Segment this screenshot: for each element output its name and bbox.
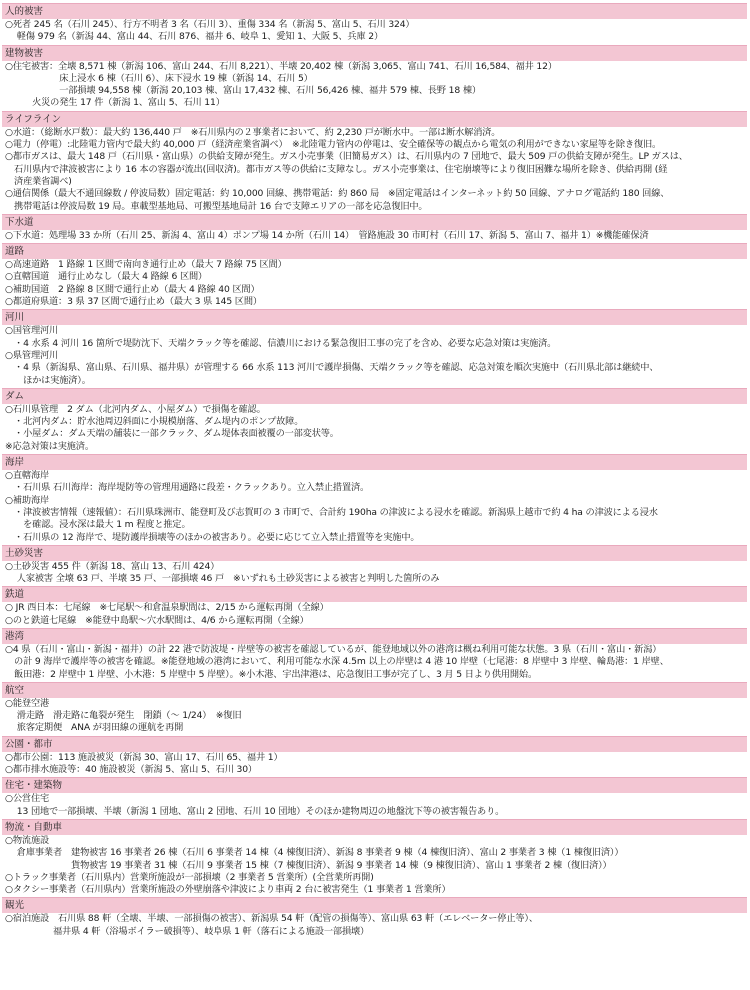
section-header: 鉄道	[2, 586, 747, 602]
damage-report	[2, 3, 747, 939]
report-line: ※応急対策は実施済。	[5, 440, 94, 452]
section-header: 道路	[2, 243, 747, 259]
report-line: ○宿泊施設 石川県 88 軒（全壊、半壊、一部損傷の被害）、新潟県 54 軒（配管の損傷等）、富山県 63 軒（エレベーター停止等）、	[5, 913, 538, 925]
report-line: ○高速道路 1 路線 1 区間で南向き通行止め（最大 7 路線 75 区間）	[5, 259, 287, 271]
report-line: ・4 県（新潟県、富山県、石川県、福井県）が管理する 66 水系 113 河川で護岸損傷、天端クラック等を確認、応急対策を順次実施中（石川県北部は継続中、	[5, 362, 659, 374]
section-header: 土砂災害	[2, 545, 747, 561]
report-line: 貨物被害 19 事業者 31 棟（石川 9 事業者 15 棟（7 棟復旧済）、新潟 9 事業者 14 棟（9 棟復旧済）、富山 1 事業者 2 棟（復旧済））	[5, 859, 612, 871]
report-line: ほかは実施済）。	[5, 374, 91, 386]
section-header: 観光	[2, 897, 747, 913]
section	[2, 819, 747, 896]
report-line: ○物流施設	[5, 834, 50, 846]
section-header: 建物被害	[2, 45, 747, 61]
section	[2, 3, 747, 44]
report-line: ・4 水系 4 河川 16 箇所で堤防沈下、天端クラック等を確認、信濃川における緊急復旧工事の完了を含め、必要な応急対策は実施済。	[5, 337, 557, 349]
report-line: ・北河内ダム：貯水池周辺斜面に小規模崩落、ダム堤内のポンプ故障。	[5, 416, 304, 428]
report-line: ○タクシー事業者（石川県内）営業所施設の外壁崩落や津波により車両 2 台に被害発生（1 事業者 1 営業所）	[5, 884, 451, 896]
section	[2, 586, 747, 627]
report-line: 携帯電話は停波局数 19 局。車載型基地局、可搬型基地局計 16 台で支障エリアの一部を応急復旧中。	[5, 200, 428, 212]
section	[2, 309, 747, 386]
section	[2, 736, 747, 777]
report-line: ○死者 245 名（石川 245）、行方不明者 3 名（石川 3）、重傷 334 名（新潟 5、富山 5、石川 324）	[5, 19, 415, 30]
report-line: ○石川県管理 2 ダム（北河内ダム、小屋ダム）で損傷を確認。	[5, 403, 266, 415]
report-line: 旅客定期便 ANA が羽田線の運航を再開	[5, 722, 184, 734]
report-line: ・石川県の 12 海岸で、堤防護岸損壊等のほかの被害あり。必要に応じて立入禁止措置等を実施中。	[5, 531, 420, 543]
report-line: 13 団地で一部損壊、半壊（新潟 1 団地、富山 2 団地、石川 10 団地）そのほか建物周辺の地盤沈下等の被害報告あり。	[5, 805, 505, 817]
report-line: ○直轄国道 通行止めなし（最大 4 路線 6 区間）	[5, 271, 208, 283]
report-line: ○ JR 西日本：七尾線 ※七尾駅～和倉温泉駅間は、2/15 から運転再開（全線）	[5, 602, 329, 614]
report-line: の計 9 海岸で護岸等の被害を確認。※能登地域の港湾において、利用可能な水深 4.5m 以上の岸壁は 4 港 10 岸壁（七尾港：8 岸壁中 3 岸壁、輪島港：1 岸壁、	[5, 656, 669, 668]
section	[2, 777, 747, 818]
section	[2, 682, 747, 735]
report-line: 飯田港：2 岸壁中 1 岸壁、小木港：5 岸壁中 5 岸壁）。※小木港、宇出津港は、応急復旧工事が完了し、3 月 5 日より供用開始。	[5, 668, 538, 680]
section	[2, 628, 747, 681]
section-header: 公園・都市	[2, 736, 747, 752]
section	[2, 454, 747, 544]
section-header: 港湾	[2, 628, 747, 644]
report-line: 倉庫事業者 建物被害 16 事業者 26 棟（石川 6 事業者 14 棟（4 棟復旧済）、新潟 8 事業者 9 棟（4 棟復旧済）、富山 2 事業者 3 棟（1 棟復旧済））	[5, 847, 624, 859]
report-line: ○電力（停電）:北陸電力管内で最大約 40,000 戸（経済産業省調べ） ※北陸電力管内の停電は、安全確保等の観点から電気の利用ができない家屋等を除き復旧。	[5, 139, 662, 151]
report-line: ○4 県（石川・富山・新潟・福井）の計 22 港で防波堤・岸壁等の被害を確認しているが、能登地域以外の港湾は概ね利用可能な状態。3 県（石川・富山・新潟）	[5, 643, 662, 655]
section-header: ダム	[2, 388, 747, 404]
report-line: 火災の発生 17 件（新潟 1、富山 5、石川 11）	[5, 97, 225, 109]
report-line: ○土砂災害 455 件（新潟 18、富山 13、石川 424）	[5, 560, 220, 572]
report-line: ・津波被害情報（速報値）：石川県珠洲市、能登町及び志賀町の 3 市町で、合計約 190ha の津波による浸水を確認。新潟県上越市で約 4 ha の津波による浸水	[5, 506, 658, 518]
report-line: ・小屋ダム：ダム天端の舗装に一部クラック、ダム堤体表面被覆の一部変状等。	[5, 428, 339, 440]
report-line: を確認。浸水深は最大 1 m 程度と推定。	[5, 519, 191, 531]
report-line: ○直轄海岸	[5, 470, 50, 482]
section	[2, 545, 747, 586]
report-line: ○能登空港	[5, 697, 50, 709]
section-header: 航空	[2, 682, 747, 698]
section-header: 河川	[2, 309, 747, 325]
report-line: ○都道府県道：3 県 37 区間で通行止め（最大 3 県 145 区間）	[5, 296, 262, 308]
report-line: ○のと鉄道七尾線 ※能登中島駅～穴水駅間は、4/6 から運転再開（全線）	[5, 614, 309, 626]
report-line: ○住宅被害：全壊 8,571 棟（新潟 106、富山 244、石川 8,221）、半壊 20,402 棟（新潟 3,065、富山 741、石川 16,584、福井 12）	[5, 60, 557, 72]
section-header: ライフライン	[2, 111, 747, 127]
report-line: ○都市公園：113 施設被災（新潟 30、富山 17、石川 65、福井 1）	[5, 751, 283, 763]
section	[2, 111, 747, 213]
report-line: ○トラック事業者（石川県内）営業所施設が一部損壊（2 事業者 5 営業所）(全営業所再開)	[5, 871, 374, 883]
section-header: 物流・自動車	[2, 819, 747, 835]
report-line: 人家被害 全壊 63 戸、半壊 35 戸、一部損壊 46 戸 ※いずれも土砂災害による被害と判明した箇所のみ	[5, 573, 440, 585]
report-line: 軽傷 979 名（新潟 44、富山 44、石川 876、福井 6、岐阜 1、愛知 1、大阪 5、兵庫 2）	[5, 31, 383, 43]
section-header: 人的被害	[2, 3, 747, 19]
report-line: 済産業省調べ)	[5, 175, 72, 187]
report-line: ○補助海岸	[5, 494, 50, 506]
report-line: 滑走路 滑走路に亀裂が発生 閉鎖（～ 1/24） ※復旧	[5, 710, 242, 722]
report-line: ○都市ガスは、最大 148 戸（石川県・富山県）の供給支障が発生。ガス小売事業（旧簡易ガス）は、石川県内の 7 団地で、最大 509 戸の供給支障が発生。LP ガスは、	[5, 151, 688, 163]
report-line: ○補助国道 2 路線 8 区間で通行止め（最大 4 路線 40 区間）	[5, 283, 260, 295]
section-header: 下水道	[2, 214, 747, 230]
report-line: 一部損壊 94,558 棟（新潟 20,103 棟、富山 17,432 棟、石川 56,426 棟、福井 579 棟、長野 18 棟）	[5, 85, 481, 97]
report-line: ○公営住宅	[5, 793, 50, 805]
report-line: ・石川県 石川海岸：海岸堤防等の管理用通路に段差・クラックあり。立入禁止措置済。	[5, 482, 370, 494]
report-line: ○県管理河川	[5, 349, 59, 361]
section	[2, 243, 747, 308]
report-line: ○国管理河川	[5, 325, 59, 337]
section-header: 海岸	[2, 454, 747, 470]
report-line: ○水道：（総断水戸数）：最大約 136,440 戸 ※石川県内の２事業者において、約 2,230 戸が断水中。一部は断水解消済。	[5, 126, 501, 138]
report-line: 床上浸水 6 棟（石川 6）、床下浸水 19 棟（新潟 14、石川 5）	[5, 72, 313, 84]
report-line: ○下水道：処理場 33 か所（石川 25、新潟 4、富山 4）ポンプ場 14 か所（石川 14） 管路施設 30 市町村（石川 17、新潟 5、富山 7、福井 1）※機能確保済	[5, 229, 649, 241]
report-line: 石川県内で津波被害により 16 本の容器が流出(回収済)。都市ガス等の供給に支障なし。ガス小売事業は、住宅崩壊等により復旧困難な場所を除き、供給再開 (経	[5, 163, 668, 175]
section-header: 住宅・建築物	[2, 777, 747, 793]
report-line: ○都市排水施設等：40 施設被災（新潟 5、富山 5、石川 30）	[5, 764, 257, 776]
report-line: 福井県 4 軒（浴場ボイラー破損等）、岐阜県 1 軒（落石による施設一部損壊）	[5, 925, 370, 937]
report-line: ○通信関係（最大不通回線数 / 停波局数）固定電話：約 10,000 回線、携帯電話：約 860 局 ※固定電話はインターネット約 50 回線、アナログ電話約 180 回線、	[5, 188, 670, 200]
section	[2, 214, 747, 242]
section	[2, 45, 747, 110]
section	[2, 897, 747, 938]
section	[2, 388, 747, 453]
